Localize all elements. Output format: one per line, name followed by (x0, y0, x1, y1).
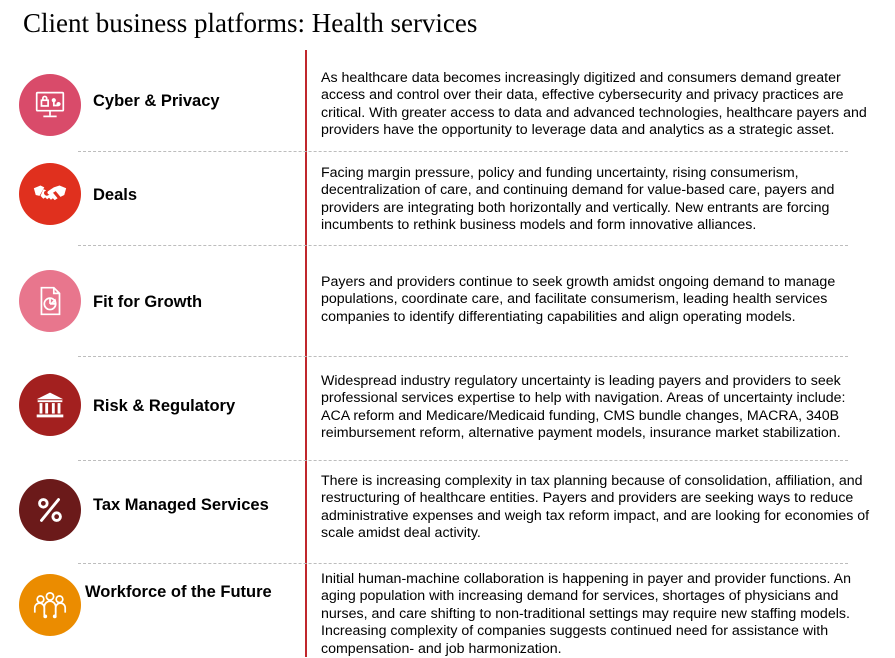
platform-description: There is increasing complexity in tax planning because of consolidation, affiliation, and restructuring of healthcare entities. Payers and providers are seeking ways to reduce administrative expenses and weigh tax reform impact, and are looking for economies of scale amidst deal activity. (321, 473, 870, 542)
platform-label: Deals (93, 186, 138, 204)
platform-description: As healthcare data becomes increasingly digitized and consumers demand greater access and control over their data, effective cybersecurity and privacy practices are critical. With greater access to data and advanced technologies, healthcare payers and providers have the opportunity to leverage data and analytics as a strategic asset. (321, 70, 867, 139)
row-separator (78, 563, 848, 564)
platform-description: Widespread industry regulatory uncertainty is leading payers and providers to seek professional services expertise to help with navigation. Areas of uncertainty include: ACA reform and Medicare/Medicaid funding, CMS bundle changes, MACRA, 340B reimbursement reform, alternative payment models, insurance market stabilization. (321, 373, 846, 442)
percent-icon (19, 479, 81, 541)
pie-chart-document-icon (19, 270, 81, 332)
platform-description: Payers and providers continue to seek growth amidst ongoing demand to manage populations, coordinate care, and facilitate consumerism, leading health services companies to identify differentiating capabilities and align operating models. (321, 274, 836, 325)
platform-label: Tax Managed Services (93, 496, 269, 514)
row-separator (78, 245, 848, 246)
platform-description: Facing margin pressure, policy and funding uncertainty, rising consumerism, decentralization of care, and continuing demand for value-based care, payers and providers are integrating both horizontally and vertically. New entrants are forcing incumbents to rethink business models and form innovative alliances. (321, 165, 835, 234)
platform-label: Workforce of the Future (85, 583, 272, 601)
page-title: Client business platforms: Health services (23, 8, 478, 38)
bank-building-icon (19, 374, 81, 436)
platform-label: Cyber & Privacy (93, 92, 220, 110)
handshake-icon (19, 163, 81, 225)
people-group-icon (19, 574, 81, 636)
vertical-divider (305, 50, 307, 657)
platform-label: Risk & Regulatory (93, 397, 236, 415)
row-separator (78, 151, 848, 152)
row-separator (78, 460, 848, 461)
row-separator (78, 356, 848, 357)
computer-lock-icon (19, 74, 81, 136)
platform-label: Fit for Growth (93, 293, 203, 311)
platform-description: Initial human-machine collaboration is happening in payer and provider functions. An aging population with increasing demand for services, shortages of physicians and nurses, and care shifting to non-traditional settings may require new staffing models. Increasing complexity of companies suggests continued need for assistance with compensation- and job harmonization. (321, 571, 851, 657)
